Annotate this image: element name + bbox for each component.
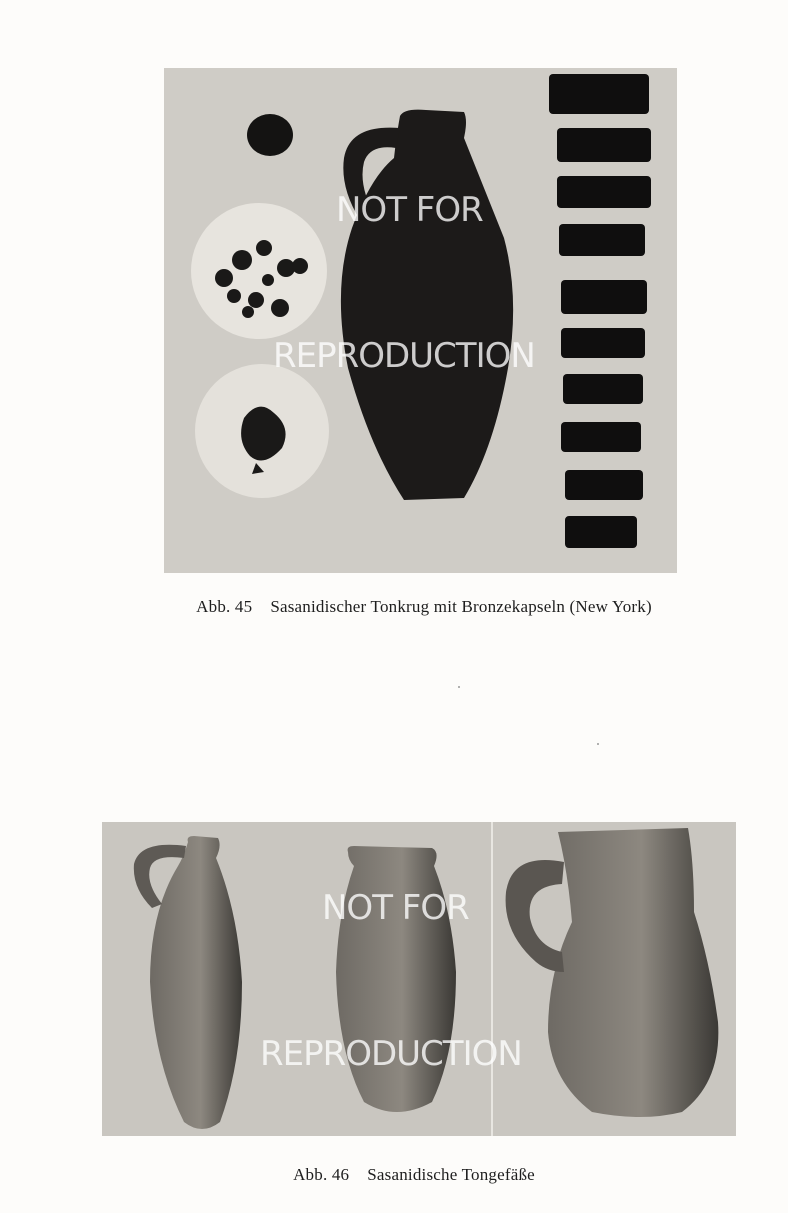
figure-46-caption: [20, 1165, 788, 1185]
upper-dish: [191, 203, 327, 339]
right-jug: [506, 828, 719, 1117]
watermark-line2: REPRODUCTION: [260, 1034, 522, 1074]
paper-speck: [458, 686, 460, 688]
figure-45-caption-text: Sasanidischer Tonkrug mit Bronzekapseln (New York): [270, 597, 652, 616]
figure-46-number: Abb. 46: [293, 1165, 350, 1184]
figure-46-photo: [102, 822, 736, 1136]
figure-45-number: Abb. 45: [196, 597, 253, 616]
figure-45-photo: [164, 68, 677, 573]
large-jug: [341, 110, 513, 500]
figure-45-caption: [30, 597, 788, 617]
watermark-line1: NOT FOR: [322, 888, 469, 928]
bronze-disc: [247, 114, 293, 156]
bronze-capsules: [549, 74, 651, 548]
watermark-line1: NOT FOR: [336, 190, 483, 230]
figure-46-caption-text: Sasanidische Tongefäße: [367, 1165, 535, 1184]
paper-speck: [597, 743, 599, 745]
figure-46-illustration: [102, 822, 736, 1136]
figure-45-illustration: [164, 68, 677, 573]
watermark-line2: REPRODUCTION: [273, 336, 535, 376]
left-jug: [134, 836, 242, 1129]
